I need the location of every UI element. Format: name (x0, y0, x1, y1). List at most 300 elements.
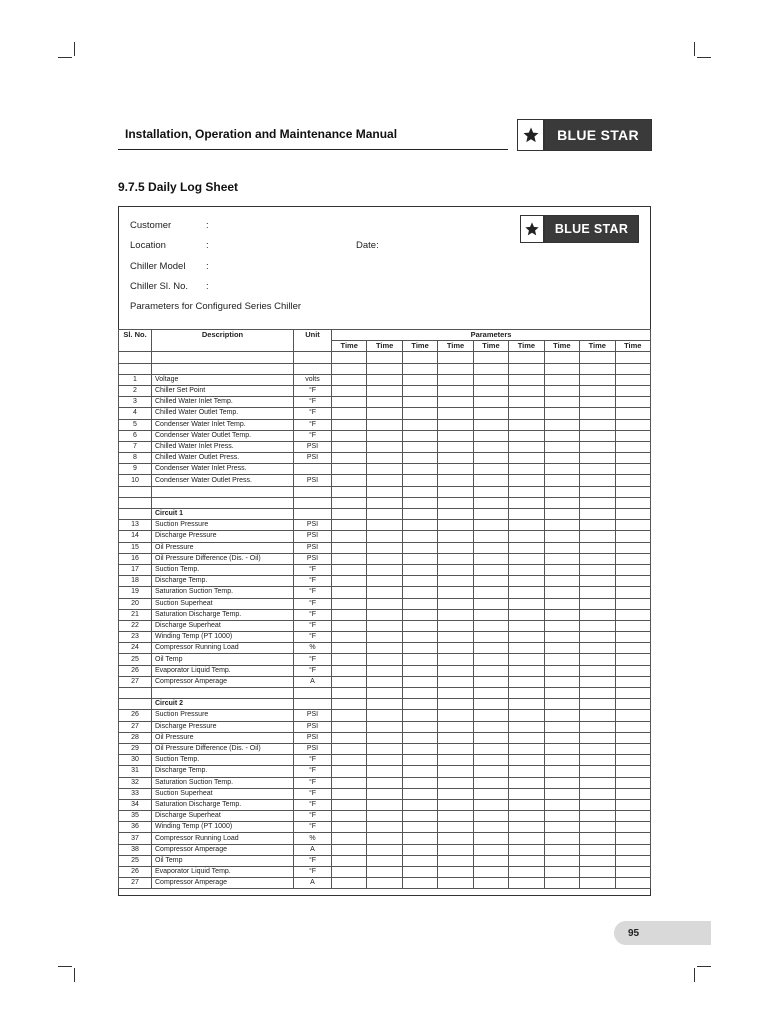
value-cell (438, 564, 473, 575)
value-cell (509, 777, 544, 788)
value-cell (615, 397, 651, 408)
value-cell (438, 676, 473, 687)
time-header: Time (473, 341, 508, 352)
value-cell (509, 408, 544, 419)
value-cell (580, 743, 615, 754)
value-cell (438, 732, 473, 743)
header-rule (118, 149, 508, 150)
description-cell: Discharge Superheat (152, 620, 294, 631)
table-row (119, 688, 651, 699)
unit-cell (294, 486, 332, 497)
value-cell (615, 654, 651, 665)
sl-no-cell: 35 (119, 811, 152, 822)
value-cell (332, 576, 367, 587)
value-cell (615, 531, 651, 542)
sl-no-cell: 10 (119, 475, 152, 486)
value-cell (544, 352, 579, 363)
value-cell (402, 743, 437, 754)
unit-cell: % (294, 833, 332, 844)
value-cell (580, 878, 615, 889)
value-cell (367, 777, 402, 788)
description-cell: Saturation Discharge Temp. (152, 799, 294, 810)
unit-cell: PSI (294, 453, 332, 464)
value-cell (332, 878, 367, 889)
unit-cell (294, 464, 332, 475)
value-cell (509, 598, 544, 609)
description-cell: Saturation Suction Temp. (152, 587, 294, 598)
value-cell (615, 475, 651, 486)
value-cell (332, 855, 367, 866)
value-cell (402, 777, 437, 788)
circuit-label: Circuit 1 (152, 509, 294, 520)
value-cell (544, 464, 579, 475)
value-cell (402, 531, 437, 542)
description-cell: Saturation Discharge Temp. (152, 609, 294, 620)
time-header: Time (367, 341, 402, 352)
value-cell (580, 385, 615, 396)
value-cell (438, 419, 473, 430)
value-cell (509, 509, 544, 520)
unit-cell: °F (294, 609, 332, 620)
value-cell (509, 464, 544, 475)
description-cell: Chilled Water Outlet Press. (152, 453, 294, 464)
value-cell (438, 408, 473, 419)
value-cell (438, 855, 473, 866)
table-row (119, 766, 651, 777)
sl-no-cell (119, 509, 152, 520)
table-row (119, 632, 651, 643)
value-cell (473, 665, 508, 676)
value-cell (580, 520, 615, 531)
location-row (130, 240, 209, 251)
value-cell (367, 486, 402, 497)
value-cell (509, 855, 544, 866)
value-cell (473, 453, 508, 464)
serial-label: Chiller Sl. No. (130, 281, 189, 292)
value-cell (615, 509, 651, 520)
value-cell (367, 352, 402, 363)
value-cell (438, 777, 473, 788)
table-row (119, 430, 651, 441)
value-cell (332, 475, 367, 486)
value-cell (473, 363, 508, 374)
value-cell (615, 419, 651, 430)
value-cell (332, 542, 367, 553)
description-cell: Suction Temp. (152, 755, 294, 766)
description-cell: Condenser Water Outlet Press. (152, 475, 294, 486)
brand-name: BLUE STAR (545, 216, 638, 242)
value-cell (473, 576, 508, 587)
value-cell (438, 766, 473, 777)
value-cell (367, 542, 402, 553)
value-cell (580, 553, 615, 564)
value-cell (402, 844, 437, 855)
table-row (119, 665, 651, 676)
value-cell (438, 486, 473, 497)
value-cell (438, 620, 473, 631)
value-cell (580, 777, 615, 788)
value-cell (402, 598, 437, 609)
value-cell (367, 632, 402, 643)
value-cell (332, 598, 367, 609)
description-cell: Discharge Temp. (152, 766, 294, 777)
value-cell (580, 441, 615, 452)
value-cell (509, 553, 544, 564)
value-cell (580, 799, 615, 810)
value-cell (544, 799, 579, 810)
value-cell (580, 486, 615, 497)
value-cell (402, 799, 437, 810)
value-cell (580, 352, 615, 363)
unit-cell (294, 699, 332, 710)
value-cell (438, 385, 473, 396)
value-cell (402, 486, 437, 497)
unit-cell: PSI (294, 531, 332, 542)
sl-no-cell: 7 (119, 441, 152, 452)
value-cell (367, 564, 402, 575)
value-cell (332, 743, 367, 754)
value-cell (402, 665, 437, 676)
table-row (119, 453, 651, 464)
value-cell (367, 520, 402, 531)
value-cell (367, 497, 402, 508)
value-cell (615, 855, 651, 866)
sl-no-cell: 36 (119, 822, 152, 833)
table-row (119, 833, 651, 844)
value-cell (402, 755, 437, 766)
value-cell (332, 441, 367, 452)
value-cell (332, 486, 367, 497)
value-cell (332, 363, 367, 374)
unit-cell: °F (294, 430, 332, 441)
value-cell (615, 811, 651, 822)
sl-no-cell (119, 699, 152, 710)
unit-cell: PSI (294, 441, 332, 452)
value-cell (473, 509, 508, 520)
value-cell (473, 755, 508, 766)
value-cell (473, 531, 508, 542)
table-row (119, 676, 651, 687)
value-cell (544, 632, 579, 643)
value-cell (332, 620, 367, 631)
unit-cell: °F (294, 855, 332, 866)
value-cell (615, 587, 651, 598)
description-cell: Oil Temp (152, 654, 294, 665)
value-cell (332, 777, 367, 788)
value-cell (332, 553, 367, 564)
value-cell (438, 665, 473, 676)
value-cell (402, 688, 437, 699)
description-cell: Oil Pressure (152, 732, 294, 743)
table-row (119, 878, 651, 889)
colon: : (206, 281, 209, 292)
sl-no-cell: 16 (119, 553, 152, 564)
table-row (119, 441, 651, 452)
value-cell (509, 587, 544, 598)
params-note: Parameters for Configured Series Chiller (130, 301, 302, 312)
table-row (119, 867, 651, 878)
value-cell (544, 777, 579, 788)
value-cell (367, 509, 402, 520)
value-cell (367, 587, 402, 598)
value-cell (402, 363, 437, 374)
value-cell (509, 766, 544, 777)
value-cell (544, 833, 579, 844)
value-cell (438, 497, 473, 508)
sl-no-cell: 26 (119, 665, 152, 676)
value-cell (580, 397, 615, 408)
value-cell (438, 609, 473, 620)
value-cell (473, 520, 508, 531)
table-row (119, 385, 651, 396)
table-row (119, 363, 651, 374)
crop-mark (58, 966, 72, 967)
value-cell (438, 453, 473, 464)
value-cell (544, 609, 579, 620)
value-cell (509, 397, 544, 408)
table-row (119, 542, 651, 553)
value-cell (615, 844, 651, 855)
value-cell (473, 564, 508, 575)
value-cell (580, 509, 615, 520)
table-row (119, 531, 651, 542)
crop-mark (58, 57, 72, 58)
value-cell (544, 553, 579, 564)
value-cell (580, 844, 615, 855)
value-cell (402, 419, 437, 430)
value-cell (580, 609, 615, 620)
value-cell (615, 766, 651, 777)
value-cell (402, 374, 437, 385)
unit-cell (294, 363, 332, 374)
value-cell (402, 766, 437, 777)
value-cell (367, 822, 402, 833)
value-cell (580, 822, 615, 833)
value-cell (544, 397, 579, 408)
value-cell (615, 620, 651, 631)
unit-cell: PSI (294, 520, 332, 531)
value-cell (473, 408, 508, 419)
sl-no-cell: 13 (119, 520, 152, 531)
value-cell (367, 374, 402, 385)
value-cell (580, 475, 615, 486)
time-header: Time (615, 341, 651, 352)
customer-label: Customer (130, 220, 172, 231)
value-cell (402, 453, 437, 464)
value-cell (402, 732, 437, 743)
value-cell (402, 632, 437, 643)
description-cell: Evaporator Liquid Temp. (152, 867, 294, 878)
unit-cell (294, 497, 332, 508)
value-cell (367, 755, 402, 766)
sl-no-cell: 29 (119, 743, 152, 754)
value-cell (580, 576, 615, 587)
time-header: Time (332, 341, 367, 352)
unit-cell: PSI (294, 553, 332, 564)
value-cell (615, 710, 651, 721)
value-cell (473, 598, 508, 609)
value-cell (615, 497, 651, 508)
value-cell (544, 430, 579, 441)
star-icon (518, 120, 545, 150)
value-cell (509, 799, 544, 810)
value-cell (580, 676, 615, 687)
date-label: Date: (356, 240, 379, 251)
sl-no-cell: 19 (119, 587, 152, 598)
value-cell (544, 598, 579, 609)
value-cell (544, 542, 579, 553)
table-row (119, 397, 651, 408)
value-cell (615, 799, 651, 810)
value-cell (402, 564, 437, 575)
model-label: Chiller Model (130, 261, 186, 272)
value-cell (509, 609, 544, 620)
value-cell (544, 665, 579, 676)
sl-no-cell: 21 (119, 609, 152, 620)
table-row (119, 587, 651, 598)
value-cell (544, 620, 579, 631)
value-cell (438, 755, 473, 766)
description-cell: Compressor Amperage (152, 844, 294, 855)
star-icon (521, 216, 545, 242)
value-cell (509, 844, 544, 855)
brand-logo (517, 119, 652, 151)
value-cell (402, 497, 437, 508)
description-cell: Discharge Pressure (152, 531, 294, 542)
value-cell (473, 777, 508, 788)
value-cell (544, 766, 579, 777)
value-cell (615, 430, 651, 441)
description-cell: Discharge Temp. (152, 576, 294, 587)
value-cell (615, 755, 651, 766)
log-sheet (118, 206, 651, 896)
table-row (119, 620, 651, 631)
table-row (119, 755, 651, 766)
description-cell: Oil Pressure (152, 542, 294, 553)
crop-mark (74, 42, 75, 56)
unit-cell: A (294, 844, 332, 855)
value-cell (509, 710, 544, 721)
value-cell (509, 576, 544, 587)
value-cell (402, 509, 437, 520)
value-cell (615, 363, 651, 374)
value-cell (509, 878, 544, 889)
value-cell (402, 609, 437, 620)
value-cell (615, 464, 651, 475)
value-cell (615, 453, 651, 464)
value-cell (544, 699, 579, 710)
value-cell (615, 632, 651, 643)
sl-no-cell (119, 688, 152, 699)
unit-cell: °F (294, 665, 332, 676)
table-row (119, 777, 651, 788)
description-cell: Condenser Water Outlet Temp. (152, 430, 294, 441)
value-cell (332, 799, 367, 810)
value-cell (544, 844, 579, 855)
value-cell (509, 721, 544, 732)
value-cell (544, 811, 579, 822)
sl-no-cell: 15 (119, 542, 152, 553)
value-cell (544, 520, 579, 531)
value-cell (473, 486, 508, 497)
value-cell (580, 855, 615, 866)
value-cell (438, 520, 473, 531)
unit-cell (294, 688, 332, 699)
value-cell (544, 855, 579, 866)
table-row (119, 643, 651, 654)
value-cell (332, 676, 367, 687)
value-cell (580, 766, 615, 777)
value-cell (367, 688, 402, 699)
description-cell: Discharge Superheat (152, 811, 294, 822)
value-cell (473, 620, 508, 631)
table-row (119, 486, 651, 497)
description-cell: Chilled Water Outlet Temp. (152, 408, 294, 419)
value-cell (438, 464, 473, 475)
value-cell (332, 564, 367, 575)
table-row (119, 553, 651, 564)
value-cell (544, 564, 579, 575)
value-cell (438, 475, 473, 486)
value-cell (402, 385, 437, 396)
value-cell (332, 430, 367, 441)
value-cell (438, 878, 473, 889)
value-cell (438, 553, 473, 564)
value-cell (332, 587, 367, 598)
value-cell (438, 598, 473, 609)
sl-no-cell: 32 (119, 777, 152, 788)
time-header: Time (580, 341, 615, 352)
value-cell (473, 855, 508, 866)
model-row (130, 261, 209, 272)
value-cell (473, 587, 508, 598)
sl-no-cell: 5 (119, 419, 152, 430)
sl-no-cell: 26 (119, 867, 152, 878)
value-cell (544, 755, 579, 766)
value-cell (438, 509, 473, 520)
value-cell (367, 363, 402, 374)
value-cell (544, 643, 579, 654)
unit-cell: PSI (294, 542, 332, 553)
sl-no-cell: 22 (119, 620, 152, 631)
description-cell (152, 688, 294, 699)
value-cell (438, 699, 473, 710)
value-cell (332, 688, 367, 699)
value-cell (332, 833, 367, 844)
value-cell (544, 497, 579, 508)
value-cell (615, 441, 651, 452)
colon: : (206, 240, 209, 251)
crop-mark (697, 57, 711, 58)
value-cell (509, 441, 544, 452)
value-cell (367, 576, 402, 587)
unit-cell: °F (294, 564, 332, 575)
value-cell (473, 430, 508, 441)
sl-no-cell: 38 (119, 844, 152, 855)
value-cell (332, 385, 367, 396)
value-cell (367, 654, 402, 665)
value-cell (367, 643, 402, 654)
value-cell (438, 352, 473, 363)
value-cell (509, 542, 544, 553)
value-cell (332, 497, 367, 508)
time-header: Time (402, 341, 437, 352)
description-cell: Evaporator Liquid Temp. (152, 665, 294, 676)
value-cell (332, 453, 367, 464)
col-description: Description (152, 330, 294, 352)
value-cell (509, 486, 544, 497)
value-cell (544, 878, 579, 889)
